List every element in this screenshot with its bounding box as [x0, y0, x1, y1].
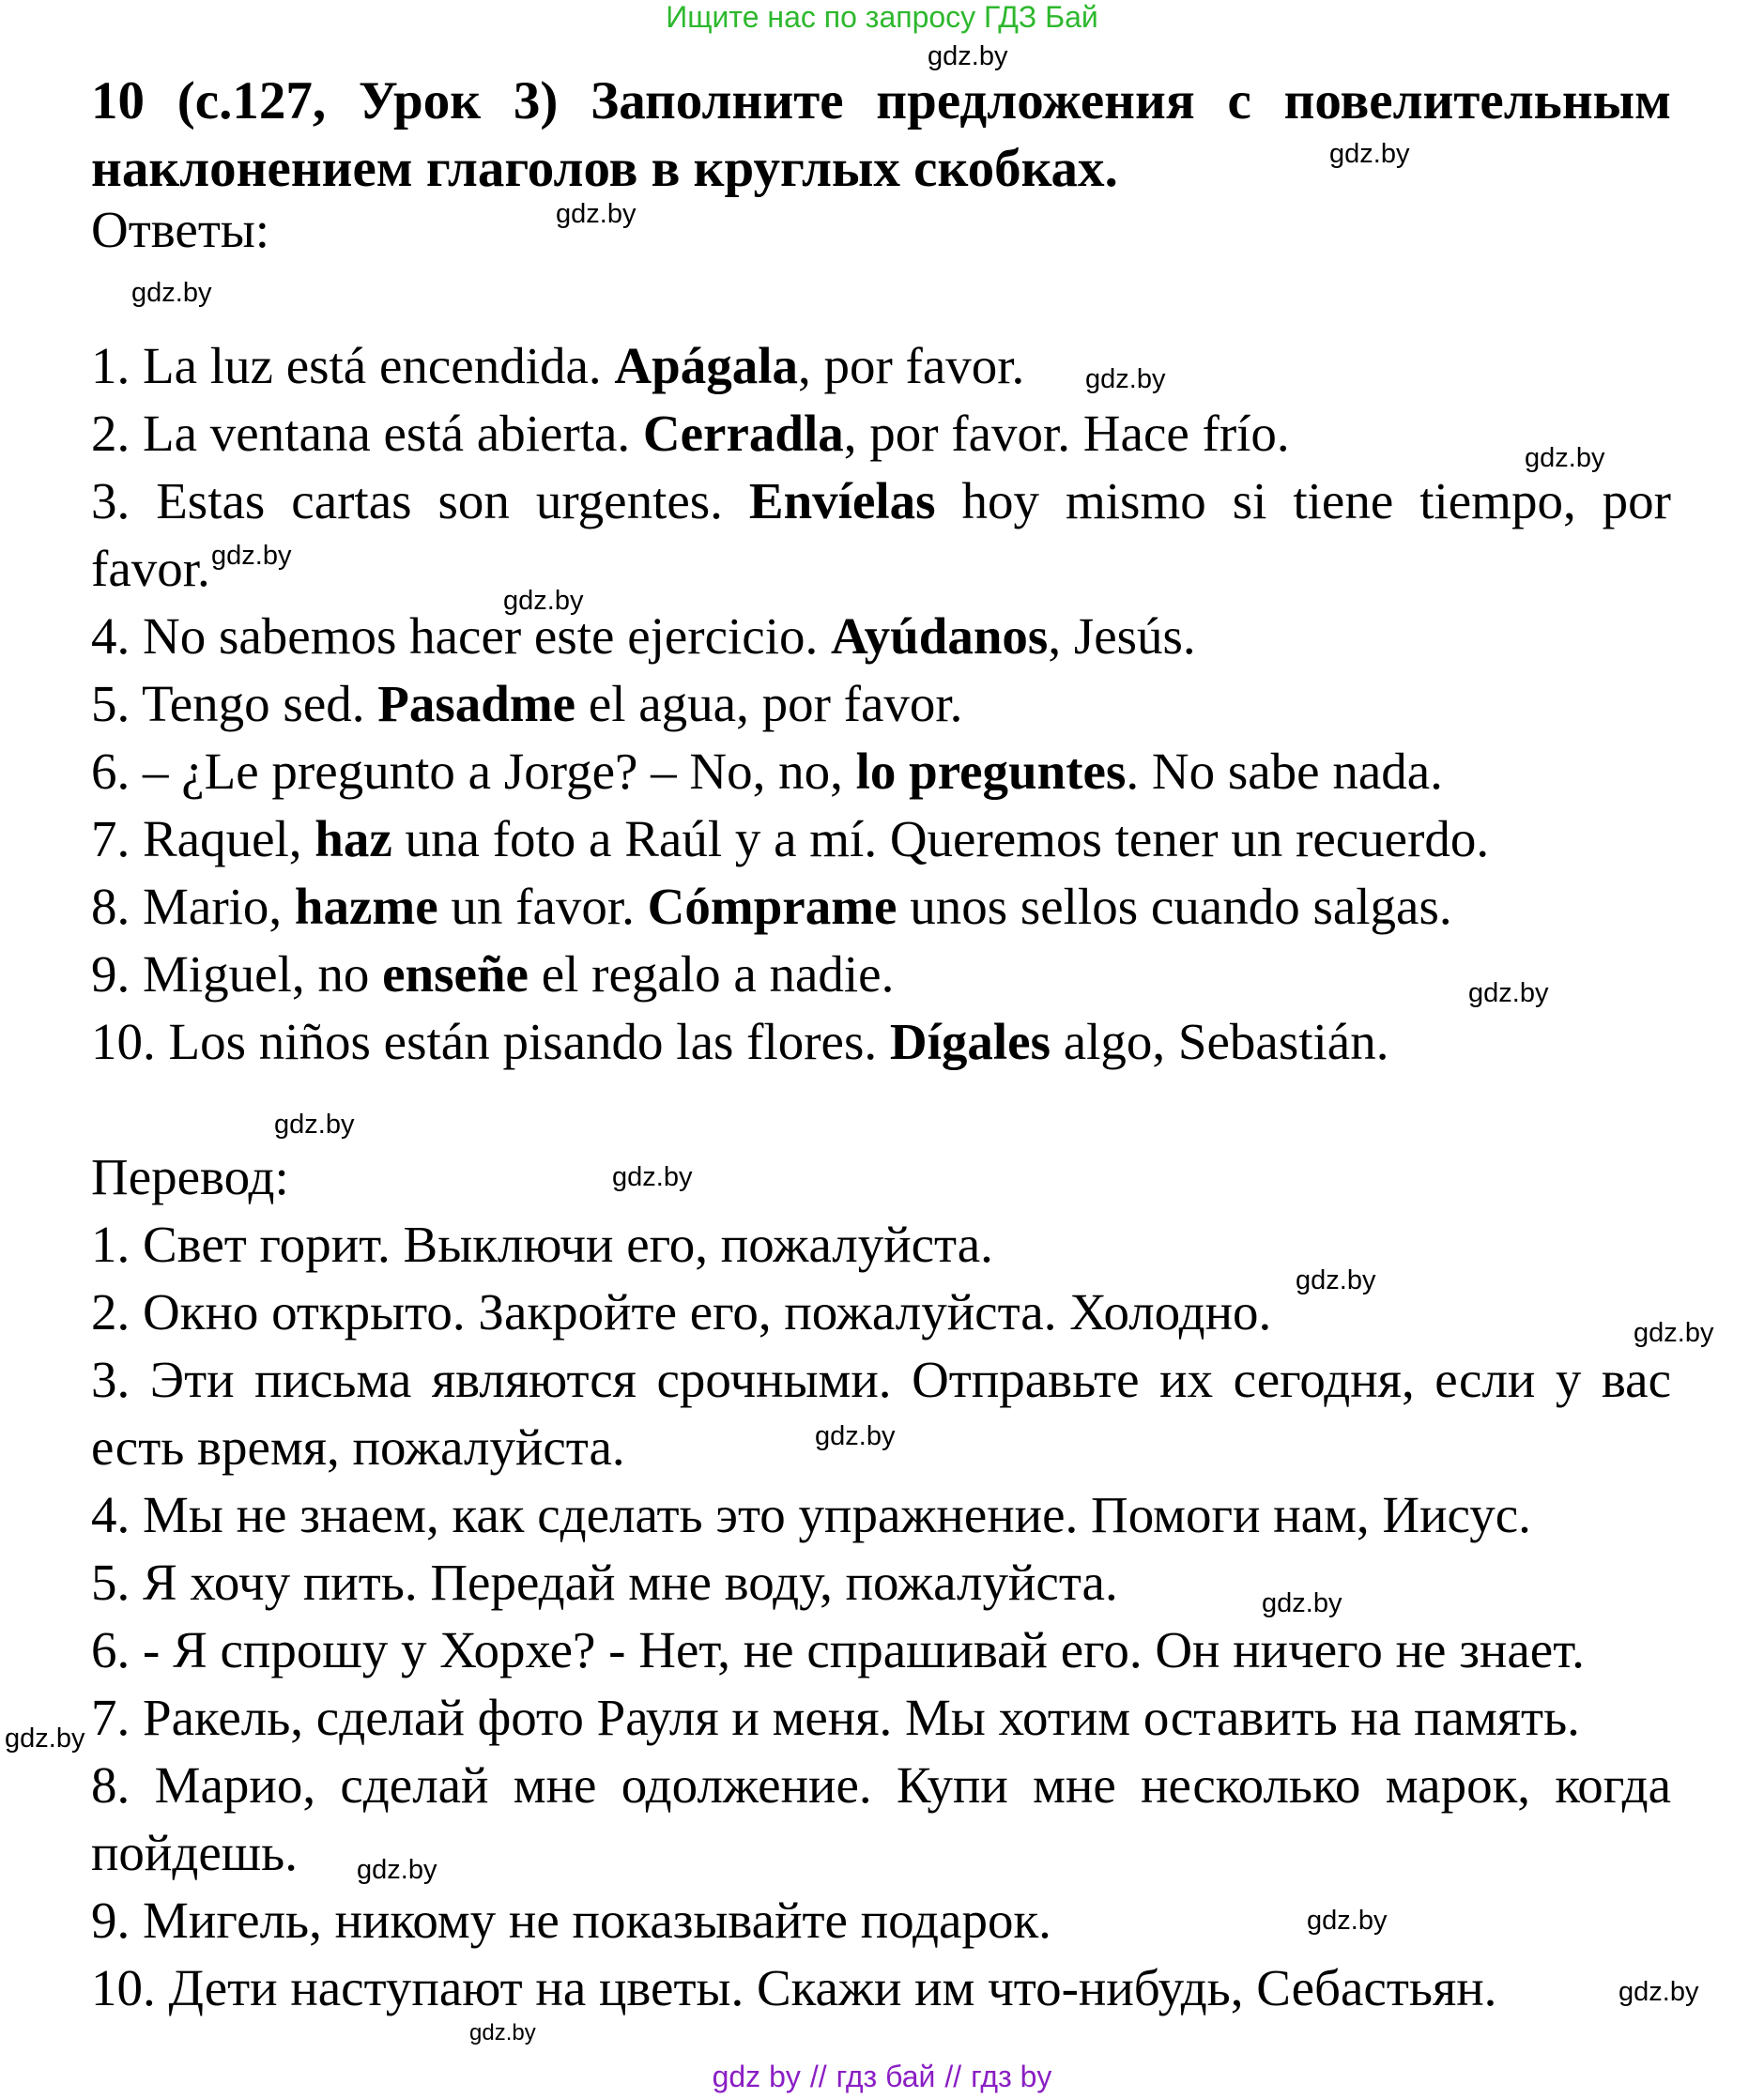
- answer-text: 3. Estas cartas son urgentes.: [91, 472, 749, 529]
- footer-links: [0, 2059, 1764, 2094]
- translation-line-7: 7. Ракель, сделай фото Рауля и меня. Мы хотим оставить на память.: [91, 1689, 1580, 1746]
- answer-text: , Jesús.: [1048, 607, 1196, 665]
- watermark: gdz.by: [469, 2020, 536, 2045]
- watermark: gdz.by: [815, 1421, 896, 1451]
- translation-line-6: 6. - Я спрошу у Хорхе? - Нет, не спрашивай его. Он ничего не знает.: [91, 1621, 1585, 1678]
- answer-text: hoy mismo si tiene tiempo, por: [935, 472, 1671, 529]
- footer-link-gdz-bai[interactable]: гдз бай: [836, 2060, 936, 2093]
- translation-line-1: 1. Свет горит. Выключи его, пожалуйста.: [91, 1216, 993, 1273]
- translation-line-3: 3. Эти письма являются срочными. Отправьте их сегодня, если у вас: [91, 1351, 1671, 1408]
- footer-link-gdz-by-2[interactable]: гдз by: [971, 2060, 1052, 2093]
- watermark: gdz.by: [612, 1162, 693, 1192]
- exercise-title: [91, 68, 1671, 203]
- translation-line-9: 9. Мигель, никому не показывайте подарок.: [91, 1892, 1051, 1949]
- answer-verb: lo preguntes: [855, 743, 1127, 800]
- watermark: gdz.by: [1618, 1977, 1699, 2007]
- watermark: gdz.by: [1468, 978, 1549, 1008]
- search-banner[interactable]: Ищите нас по запросу ГДЗ Бай: [666, 0, 1098, 34]
- answer-verb: hazme: [294, 878, 438, 935]
- watermark: gdz.by: [1329, 139, 1410, 169]
- translation-line-10: 10. Дети наступают на цветы. Скажи им что-нибудь, Себастьян.: [91, 1959, 1497, 2016]
- watermark: gdz.by: [5, 1724, 85, 1754]
- answer-text: . No sabe nada.: [1126, 743, 1443, 800]
- answer-verb: Ayúdanos: [831, 607, 1049, 665]
- translation-heading: Перевод:: [91, 1148, 289, 1205]
- watermark: gdz.by: [357, 1855, 437, 1885]
- answer-line-7: [91, 805, 1671, 873]
- answer-text: , por favor. Hace frío.: [843, 405, 1290, 462]
- watermark: gdz.by: [928, 41, 1008, 71]
- footer-separator: //: [944, 2060, 962, 2093]
- answer-text: unos sellos cuando salgas.: [897, 878, 1452, 935]
- answer-text: 5. Tengo sed.: [91, 675, 378, 732]
- answers-heading: Ответы:: [91, 201, 270, 258]
- watermark: gdz.by: [131, 278, 212, 308]
- answer-line-3: [91, 467, 1671, 535]
- answer-text: 8. Mario,: [91, 878, 295, 935]
- answer-line-1: [91, 332, 1671, 400]
- answer-text: 1. La luz está encendida.: [91, 337, 615, 394]
- answer-text: 2. La ventana está abierta.: [91, 405, 643, 462]
- answer-line-3-cont: favor.: [91, 540, 210, 597]
- translation-line-4: 4. Мы не знаем, как сделать это упражнение. Помоги нам, Иисус.: [91, 1486, 1531, 1543]
- translation-line-8-cont: пойдешь.: [91, 1824, 298, 1881]
- answer-verb: Cómprame: [647, 878, 897, 935]
- answer-text: , por favor.: [797, 337, 1025, 394]
- answer-line-8: [91, 873, 1671, 941]
- answer-line-4: [91, 603, 1671, 670]
- watermark: gdz.by: [1634, 1318, 1714, 1348]
- translation-line-2: 2. Окно открыто. Закройте его, пожалуйста. Холодно.: [91, 1283, 1272, 1341]
- answer-text: 7. Raquel,: [91, 810, 315, 867]
- translation-line-3-cont: есть время, пожалуйста.: [91, 1418, 625, 1476]
- footer-separator: //: [809, 2060, 827, 2093]
- answer-text: 9. Miguel, no: [91, 945, 383, 1003]
- answer-text: una foto a Raúl y a mí. Queremos tener un recuerdo.: [391, 810, 1490, 867]
- answer-text: 4. No sabemos hacer este ejercicio.: [91, 607, 831, 665]
- translation-line-8: 8. Марио, сделай мне одолжение. Купи мне несколько марок, когда: [91, 1756, 1671, 1814]
- watermark: gdz.by: [1307, 1906, 1388, 1936]
- exercise-title-bold: 10 (с.127, Урок 3) Заполните предложения с повелительным наклонением глаголов в круглых скобках: [91, 71, 1671, 198]
- footer-link-gdz-by[interactable]: gdz by: [712, 2060, 801, 2093]
- answer-verb: Envíelas: [748, 472, 936, 529]
- answer-verb: Cerradla: [642, 405, 844, 462]
- answer-line-10: [91, 1008, 1671, 1076]
- answer-verb: Pasadme: [377, 675, 576, 732]
- answer-text: 6. – ¿Le pregunto a Jorge? – No, no,: [91, 743, 856, 800]
- answer-verb: enseñe: [382, 945, 529, 1003]
- watermark: gdz.by: [1296, 1265, 1376, 1295]
- translation-line-5: 5. Я хочу пить. Передай мне воду, пожалуйста.: [91, 1554, 1118, 1611]
- answer-text: un favor.: [437, 878, 648, 935]
- answer-line-5: [91, 670, 1671, 738]
- answer-verb: Dígales: [889, 1013, 1051, 1070]
- watermark: gdz.by: [1525, 443, 1605, 473]
- answer-text: 10. Los niños están pisando las flores.: [91, 1013, 890, 1070]
- answer-text: algo, Sebastián.: [1050, 1013, 1389, 1070]
- answer-text: el agua, por favor.: [575, 675, 963, 732]
- watermark: gdz.by: [1085, 364, 1166, 394]
- watermark: gdz.by: [1262, 1588, 1342, 1618]
- answer-line-9: [91, 941, 1671, 1008]
- watermark: gdz.by: [211, 541, 292, 571]
- exercise-title-tail: .: [1104, 139, 1118, 198]
- answer-verb: Apágala: [614, 337, 798, 394]
- answer-line-2: [91, 400, 1671, 467]
- answer-verb: haz: [314, 810, 392, 867]
- watermark: gdz.by: [556, 199, 637, 229]
- answer-line-6: [91, 738, 1671, 805]
- watermark: gdz.by: [274, 1110, 355, 1140]
- answer-text: el regalo a nadie.: [528, 945, 895, 1003]
- watermark: gdz.by: [503, 586, 584, 616]
